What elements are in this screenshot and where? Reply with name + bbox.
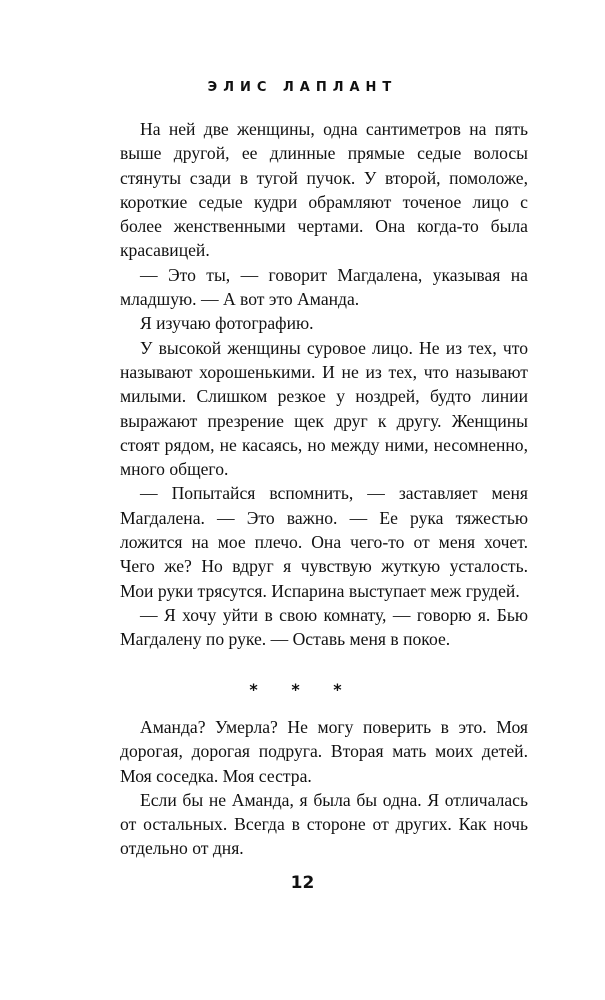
paragraph: У высокой женщины суровое лицо. Не из тех, что называют хорошенькими. И не из тех, что называют милыми. Слишком резкое у ноздрей, будто линии выражают презрение щек друг к другу. Женщины стоят рядом, не касаясь, но между ними, несомненно, много общего. [120,337,528,480]
paragraph: На ней две женщины, одна сантиметров на пять выше другой, ее длинные прямые седые волосы стянуты сзади в тугой пучок. У второй, помоложе, короткие седые кудри обрамляют точеное лицо с более женственными чертами. Она когда-то была красавицей. [120,119,528,261]
text-section-2 [120,715,528,861]
paragraph: Если бы не Аманда, я была бы одна. Я отличалась от остальных. Всегда в стороне от других. Как ночь отдельно от дня. [120,789,528,859]
paragraph: — Попытайся вспомнить, — заставляет меня Магдалена. — Это важно. — Ее рука тяжестью ложится на мое плечо. Она чего-то от меня хочет. Чего же? Но вдруг я чувствую жуткую усталость. Мои руки трясутся. Испарина выступает меж грудей. [120,483,528,601]
text-section-1 [120,117,528,652]
running-header-author: ЭЛИС ЛАПЛАНТ [207,80,398,95]
page-number: 12 [290,873,315,893]
paragraph: — Это ты, — говорит Магдалена, указывая на младшую. — А вот это Аманда. [120,264,528,310]
paragraph: Я изучаю фотографию. [140,313,314,334]
paragraph: — Я хочу уйти в свою комнату, — говорю я. Бью Магдалену по руке. — Оставь меня в покое. [120,604,528,650]
section-separator: * * * [249,680,356,699]
paragraph: Аманда? Умерла? Не могу поверить в это. Моя дорогая, дорогая подруга. Вторая мать моих детей. Моя соседка. Моя сестра. [120,717,528,786]
